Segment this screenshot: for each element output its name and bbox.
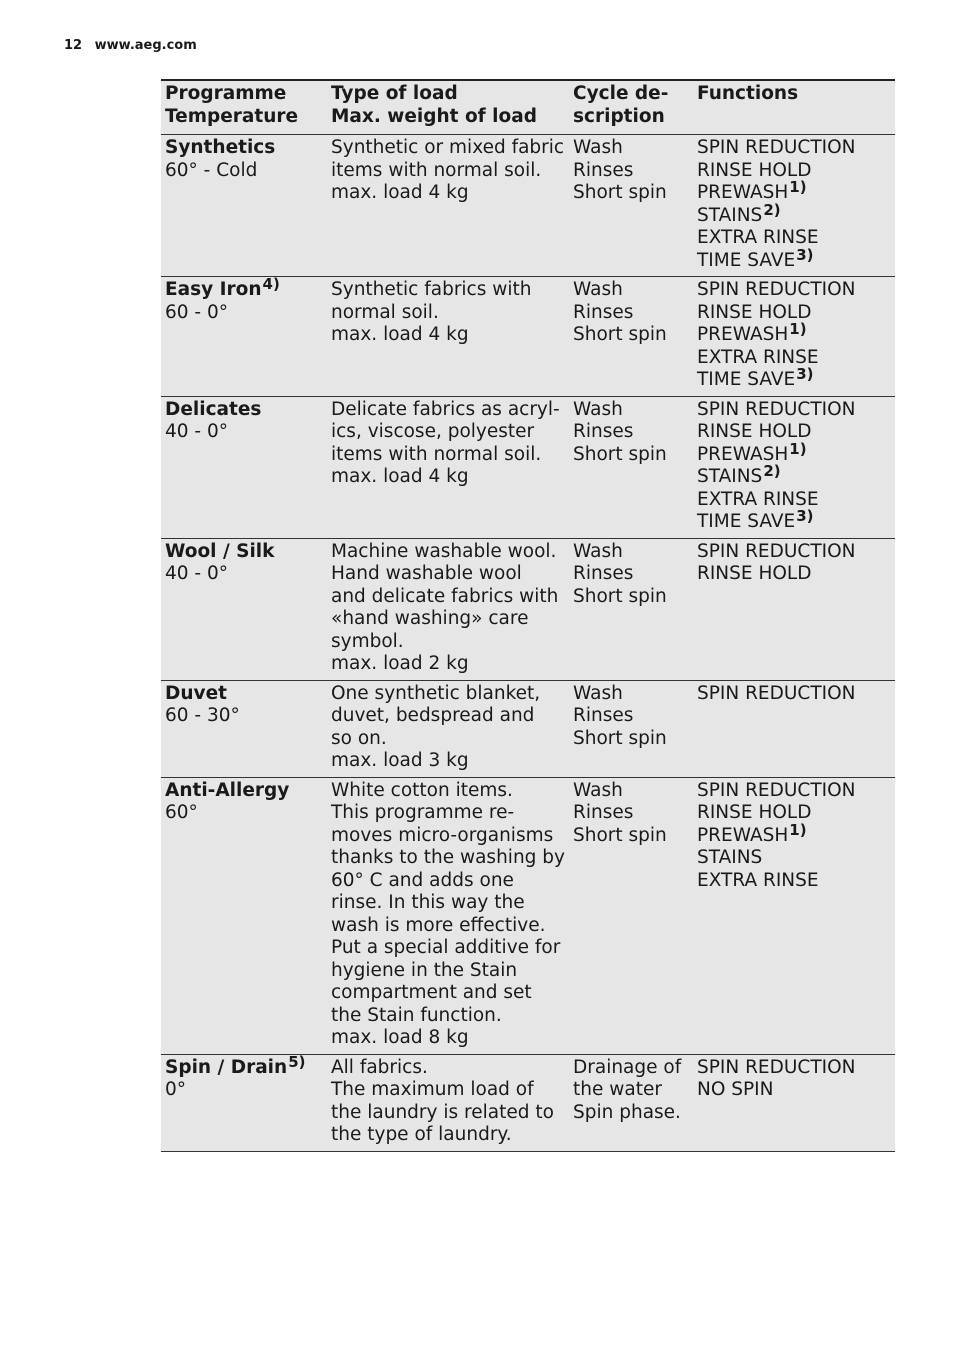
function-name: TIME SAVE bbox=[697, 511, 796, 532]
load-line: items with normal soil. bbox=[331, 159, 542, 181]
programme-temperature: 60° bbox=[165, 802, 198, 823]
function-item bbox=[697, 541, 891, 564]
load-line: Machine washable wool. bbox=[331, 540, 557, 562]
cycle-cell bbox=[569, 680, 693, 777]
function-name: EXTRA RINSE bbox=[697, 227, 819, 248]
function-item bbox=[697, 245, 891, 273]
load-cell bbox=[327, 680, 569, 777]
function-item bbox=[697, 137, 891, 160]
cycle-cell bbox=[569, 538, 693, 680]
footnote-ref: 1) bbox=[789, 320, 807, 338]
programme-name: Synthetics bbox=[165, 137, 276, 158]
programme-temperature: 60 - 30° bbox=[165, 705, 240, 726]
programme-line bbox=[165, 780, 323, 803]
cycle-line: Wash bbox=[573, 779, 623, 801]
programme-line bbox=[165, 541, 323, 564]
load-line: max. load 3 kg bbox=[331, 750, 469, 771]
cycle-line: Wash bbox=[573, 279, 623, 300]
function-name: RINSE HOLD bbox=[697, 802, 812, 823]
load-line: Hand washable wool bbox=[331, 563, 522, 584]
load-line: and delicate fabrics with bbox=[331, 585, 559, 607]
programme-name: Duvet bbox=[165, 682, 227, 704]
load-line: Delicate fabrics as acryl- bbox=[331, 398, 560, 420]
function-name: SPIN REDUCTION bbox=[697, 1056, 856, 1078]
load-line: 60° C and adds one bbox=[331, 869, 514, 891]
functions-cell bbox=[693, 1054, 895, 1151]
programme-name: Spin / Drain bbox=[165, 1056, 288, 1078]
function-name: NO SPIN bbox=[697, 1079, 774, 1100]
load-line: the Stain function. bbox=[331, 1004, 502, 1026]
load-line: Synthetic fabrics with bbox=[331, 279, 532, 300]
function-item bbox=[697, 462, 891, 489]
cycle-line: Rinses bbox=[573, 563, 634, 584]
function-name: SPIN REDUCTION bbox=[697, 682, 856, 704]
load-line: symbol. bbox=[331, 630, 404, 652]
load-line: the laundry is related to bbox=[331, 1101, 554, 1123]
table-header-row bbox=[161, 80, 895, 135]
programme-line bbox=[165, 683, 323, 706]
function-name: RINSE HOLD bbox=[697, 563, 812, 584]
programme-line bbox=[165, 137, 323, 160]
function-name: SPIN REDUCTION bbox=[697, 779, 856, 801]
load-line: so on. bbox=[331, 727, 387, 749]
function-item bbox=[697, 489, 891, 512]
load-line: White cotton items. bbox=[331, 779, 513, 801]
programme-line bbox=[165, 399, 323, 422]
header-line: Cycle de- bbox=[573, 83, 669, 104]
cycle-line: Wash bbox=[573, 540, 623, 562]
function-item bbox=[697, 780, 891, 803]
load-cell bbox=[327, 396, 569, 538]
header-functions bbox=[693, 80, 895, 135]
cycle-line: Wash bbox=[573, 682, 623, 704]
programme-temperature: 0° bbox=[165, 1079, 187, 1100]
header-programme bbox=[161, 80, 327, 135]
load-line: This programme re- bbox=[331, 802, 515, 823]
programme-name: Easy Iron bbox=[165, 279, 262, 300]
load-line: ics, viscose, polyester bbox=[331, 421, 535, 442]
cycle-line: Rinses bbox=[573, 705, 634, 726]
table-row bbox=[161, 135, 895, 277]
functions-cell bbox=[693, 396, 895, 538]
table-row bbox=[161, 680, 895, 777]
function-item bbox=[697, 1057, 891, 1080]
header-line: Type of load bbox=[331, 83, 458, 104]
function-item bbox=[697, 870, 891, 893]
load-line: moves micro-organisms bbox=[331, 824, 554, 846]
load-line: duvet, bedspread and bbox=[331, 705, 535, 726]
function-item bbox=[697, 439, 891, 467]
cycle-line: Rinses bbox=[573, 421, 634, 442]
header-line: Max. weight of load bbox=[331, 105, 537, 127]
load-cell bbox=[327, 135, 569, 277]
footnote-ref: 2) bbox=[763, 200, 781, 219]
function-name: EXTRA RINSE bbox=[697, 488, 819, 510]
footnote-ref: 3) bbox=[796, 507, 814, 525]
load-line: max. load 2 kg bbox=[331, 653, 469, 674]
load-line: max. load 8 kg bbox=[331, 1027, 469, 1048]
function-item bbox=[697, 320, 891, 347]
load-line: max. load 4 kg bbox=[331, 182, 469, 203]
function-name: PREWASH bbox=[697, 824, 789, 846]
functions-cell bbox=[693, 538, 895, 680]
functions-cell bbox=[693, 277, 895, 397]
programme-cell bbox=[161, 777, 327, 1054]
function-item bbox=[697, 178, 891, 205]
load-cell bbox=[327, 538, 569, 680]
cycle-line: Spin phase. bbox=[573, 1101, 681, 1123]
programme-name: Delicates bbox=[165, 398, 262, 420]
cycle-line: Drainage of bbox=[573, 1056, 682, 1078]
load-line: max. load 4 kg bbox=[331, 466, 469, 487]
table-row bbox=[161, 277, 895, 397]
load-line: thanks to the washing by bbox=[331, 847, 565, 868]
load-line: All fabrics. bbox=[331, 1056, 428, 1078]
load-cell bbox=[327, 777, 569, 1054]
function-name: EXTRA RINSE bbox=[697, 869, 819, 891]
function-name: STAINS bbox=[697, 847, 763, 868]
cycle-cell bbox=[569, 777, 693, 1054]
footnote-ref: 5) bbox=[288, 1052, 306, 1071]
load-line: items with normal soil. bbox=[331, 443, 542, 465]
function-item bbox=[697, 1079, 891, 1102]
function-name: STAINS bbox=[697, 466, 763, 487]
cycle-line: Rinses bbox=[573, 301, 634, 323]
cycle-line: Short spin bbox=[573, 585, 667, 607]
header-line: Programme bbox=[165, 83, 287, 104]
programme-cell bbox=[161, 1054, 327, 1151]
header-load bbox=[327, 80, 569, 135]
function-item bbox=[697, 347, 891, 370]
programme-line bbox=[165, 1052, 323, 1080]
cycle-line: Rinses bbox=[573, 159, 634, 181]
function-name: STAINS bbox=[697, 204, 763, 226]
function-item bbox=[697, 365, 891, 392]
programme-line bbox=[165, 275, 323, 302]
load-line: Synthetic or mixed fabric bbox=[331, 137, 565, 158]
cycle-cell bbox=[569, 135, 693, 277]
footnote-ref: 2) bbox=[763, 462, 781, 480]
cycle-line: the water bbox=[573, 1079, 662, 1100]
footnote-ref: 1) bbox=[789, 178, 807, 196]
programme-cell bbox=[161, 135, 327, 277]
cycle-line: Short spin bbox=[573, 443, 667, 465]
function-item bbox=[697, 683, 891, 706]
table-body bbox=[161, 135, 895, 1152]
function-item bbox=[697, 227, 891, 250]
programme-name: Anti-Allergy bbox=[165, 779, 290, 801]
load-line: normal soil. bbox=[331, 301, 439, 323]
function-name: PREWASH bbox=[697, 324, 789, 345]
table-row bbox=[161, 538, 895, 680]
load-line: hygiene in the Stain bbox=[331, 959, 518, 981]
function-name: TIME SAVE bbox=[697, 249, 796, 271]
programme-cell bbox=[161, 538, 327, 680]
load-line: wash is more effective. bbox=[331, 914, 546, 936]
programme-cell bbox=[161, 680, 327, 777]
programme-temperature: 60° - Cold bbox=[165, 159, 258, 181]
function-name: RINSE HOLD bbox=[697, 159, 812, 181]
function-name: SPIN REDUCTION bbox=[697, 137, 856, 158]
footnote-ref: 1) bbox=[789, 439, 807, 458]
footnote-ref: 3) bbox=[796, 365, 814, 383]
footnote-ref: 3) bbox=[796, 245, 814, 264]
page-number: 12 bbox=[64, 38, 83, 53]
programme-cell bbox=[161, 277, 327, 397]
function-name: RINSE HOLD bbox=[697, 301, 812, 323]
footnote-ref: 1) bbox=[789, 820, 807, 839]
function-name: PREWASH bbox=[697, 443, 789, 465]
load-line: max. load 4 kg bbox=[331, 324, 469, 345]
functions-cell bbox=[693, 135, 895, 277]
table-row bbox=[161, 396, 895, 538]
function-item bbox=[697, 820, 891, 848]
programme-table bbox=[161, 79, 895, 1152]
function-name: PREWASH bbox=[697, 182, 789, 203]
cycle-cell bbox=[569, 277, 693, 397]
load-line: «hand washing» care bbox=[331, 608, 529, 629]
load-line: the type of laundry. bbox=[331, 1124, 512, 1145]
function-item bbox=[697, 507, 891, 534]
load-line: compartment and set bbox=[331, 982, 532, 1003]
cycle-line: Short spin bbox=[573, 824, 667, 846]
function-name: EXTRA RINSE bbox=[697, 346, 819, 368]
header-line: Temperature bbox=[165, 105, 299, 127]
function-name: SPIN REDUCTION bbox=[697, 398, 856, 420]
load-line: Put a special additive for bbox=[331, 937, 561, 958]
footnote-ref: 4) bbox=[262, 275, 280, 293]
programme-cell bbox=[161, 396, 327, 538]
header-cycle bbox=[569, 80, 693, 135]
programme-temperature: 40 - 0° bbox=[165, 563, 228, 584]
programme-name: Wool / Silk bbox=[165, 540, 275, 562]
programme-temperature: 40 - 0° bbox=[165, 421, 228, 442]
table-row bbox=[161, 777, 895, 1054]
function-name: SPIN REDUCTION bbox=[697, 279, 856, 300]
cycle-line: Short spin bbox=[573, 182, 667, 203]
function-name: SPIN REDUCTION bbox=[697, 540, 856, 562]
function-name: TIME SAVE bbox=[697, 369, 796, 390]
cycle-line: Wash bbox=[573, 137, 623, 158]
function-item bbox=[697, 847, 891, 870]
cycle-line: Short spin bbox=[573, 324, 667, 345]
header-line: scription bbox=[573, 105, 665, 127]
cycle-cell bbox=[569, 1054, 693, 1151]
cycle-line: Short spin bbox=[573, 727, 667, 749]
cycle-line: Rinses bbox=[573, 802, 634, 823]
function-name: RINSE HOLD bbox=[697, 421, 812, 442]
cycle-line: Wash bbox=[573, 398, 623, 420]
function-item bbox=[697, 399, 891, 422]
header-line: Functions bbox=[697, 83, 799, 104]
function-item bbox=[697, 563, 891, 586]
site-url: www.aeg.com bbox=[94, 38, 197, 53]
page-header bbox=[64, 38, 197, 53]
load-cell bbox=[327, 277, 569, 397]
functions-cell bbox=[693, 777, 895, 1054]
functions-cell bbox=[693, 680, 895, 777]
load-line: One synthetic blanket, bbox=[331, 682, 541, 704]
load-line: The maximum load of bbox=[331, 1079, 534, 1100]
function-item bbox=[697, 200, 891, 228]
load-cell bbox=[327, 1054, 569, 1151]
load-line: rinse. In this way the bbox=[331, 892, 525, 913]
function-item bbox=[697, 279, 891, 302]
table-row bbox=[161, 1054, 895, 1151]
cycle-cell bbox=[569, 396, 693, 538]
programme-temperature: 60 - 0° bbox=[165, 301, 228, 323]
